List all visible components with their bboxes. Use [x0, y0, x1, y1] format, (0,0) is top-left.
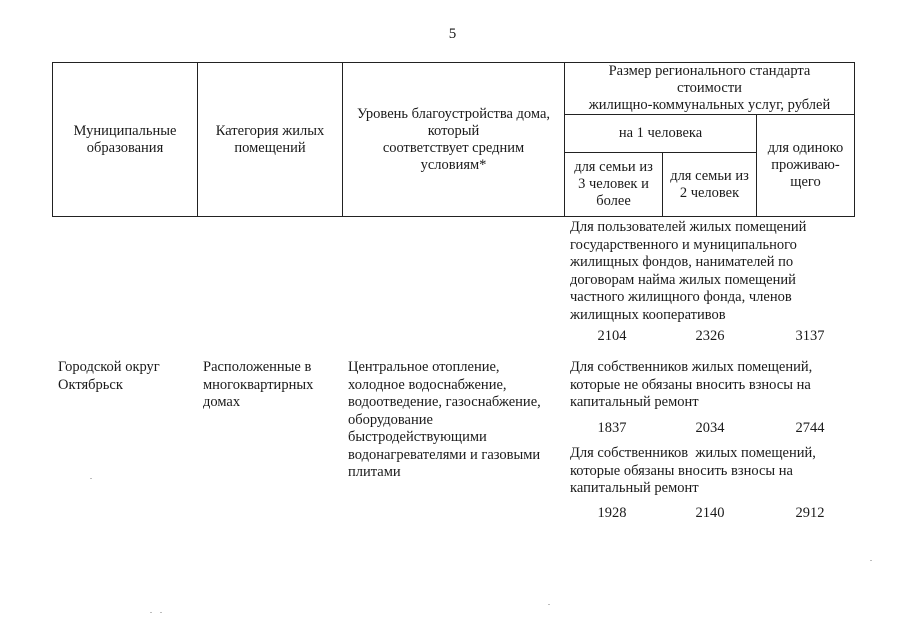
header-municipality [53, 63, 198, 217]
header-municipality-line: образования [86, 139, 164, 156]
row-amenity-line: оборудование [348, 411, 433, 428]
row-amenity-line: быстродействующими [348, 429, 487, 445]
header-standard-size-line: стоимости [677, 80, 742, 96]
group-label-line: капитальный ремонт [570, 480, 699, 496]
header-amenity-level [343, 63, 565, 217]
value-family-3-plus: 1837 [597, 420, 627, 436]
row-municipality [58, 359, 160, 394]
header-per-person: на 1 человека [565, 115, 757, 153]
group-label-line: которые обязаны вносить взносы на [570, 462, 793, 479]
row-amenity-description [348, 359, 541, 482]
row-amenity-line: водоотведение, газоснабжение, [348, 394, 541, 410]
row-housing-category-line: Расположенные в [203, 359, 312, 375]
value-family-2: 2140 [695, 505, 725, 521]
header-single-resident-line: для одиноко [767, 140, 844, 156]
header-standard-size-line: жилищно-коммунальных услуг, рублей [588, 97, 831, 113]
header-single-resident [757, 115, 855, 217]
scan-speck [150, 612, 152, 613]
row-housing-category-line: домах [203, 394, 241, 410]
group-label-owners-obliged [570, 445, 816, 498]
header-single-resident-line: щего [790, 174, 821, 190]
value-single-resident: 3137 [795, 328, 825, 344]
row-amenity-line: плитами [348, 464, 401, 480]
header-family-3-plus [565, 153, 663, 217]
header-family-3-plus-line: для семьи из [574, 159, 653, 175]
value-family-3-plus: 2104 [597, 328, 627, 344]
scan-speck [548, 604, 550, 605]
header-housing-category-line: помещений [234, 139, 306, 156]
value-family-2: 2326 [695, 328, 725, 344]
header-housing-category [198, 63, 343, 217]
header-housing-category-line: Категория жилых [215, 122, 325, 139]
value-single-resident: 2912 [795, 505, 825, 521]
header-standard-size [565, 63, 855, 115]
group-label-line: частного жилищного фонда, членов [570, 289, 792, 305]
group-label-line: договорам найма жилых помещений [570, 271, 796, 288]
page-number: 5 [448, 26, 457, 42]
header-amenity-level-line: который [427, 122, 480, 139]
row-amenity-line: холодное водоснабжение, [348, 376, 507, 393]
row-housing-category-line: многоквартирных [203, 376, 314, 393]
scan-speck [160, 612, 162, 613]
row-municipality-line: Городской округ [58, 359, 160, 375]
group-label-line: жилищных фондов, нанимателей по [570, 254, 794, 270]
group-label-line: Для собственников жилых помещений, [570, 359, 813, 375]
row-amenity-line: водонагревателями и газовыми [348, 446, 541, 463]
header-amenity-level-line: соответствует средним [382, 139, 525, 156]
group-label-line: жилищных кооперативов [570, 306, 726, 323]
header-family-3-plus-line: 3 человек и [578, 176, 649, 192]
header-amenity-level-line: Уровень благоустройства дома, [356, 105, 551, 122]
value-family-2: 2034 [695, 420, 725, 436]
header-family-3-plus-line: более [596, 193, 631, 209]
header-family-2 [663, 153, 757, 217]
header-single-resident-line: проживаю- [771, 157, 840, 173]
value-single-resident: 2744 [795, 420, 825, 436]
header-standard-size-line: Размер регионального стандарта [608, 63, 811, 79]
header-family-2-line: 2 человек [679, 184, 740, 201]
header-family-2-line: для семьи из [670, 167, 749, 184]
row-amenity-line: Центральное отопление, [348, 359, 500, 375]
group-label-line: Для собственников жилых помещений, [570, 445, 816, 461]
scan-speck [870, 560, 872, 561]
group-label-line: Для пользователей жилых помещений [570, 219, 807, 235]
group-label-owners-not-obliged [570, 359, 812, 412]
group-label-line: которые не обязаны вносить взносы на [570, 376, 811, 393]
group-label-line: государственного и муниципального [570, 236, 797, 253]
row-housing-category [203, 359, 313, 412]
header-table [52, 62, 855, 217]
header-municipality-line: Муниципальные [73, 122, 177, 139]
header-amenity-level-line: условиям* [420, 156, 487, 173]
scan-speck [90, 478, 92, 479]
group-label-tenants [570, 219, 806, 324]
row-municipality-line: Октябрьск [58, 376, 123, 393]
group-label-line: капитальный ремонт [570, 394, 699, 410]
value-family-3-plus: 1928 [597, 505, 627, 521]
